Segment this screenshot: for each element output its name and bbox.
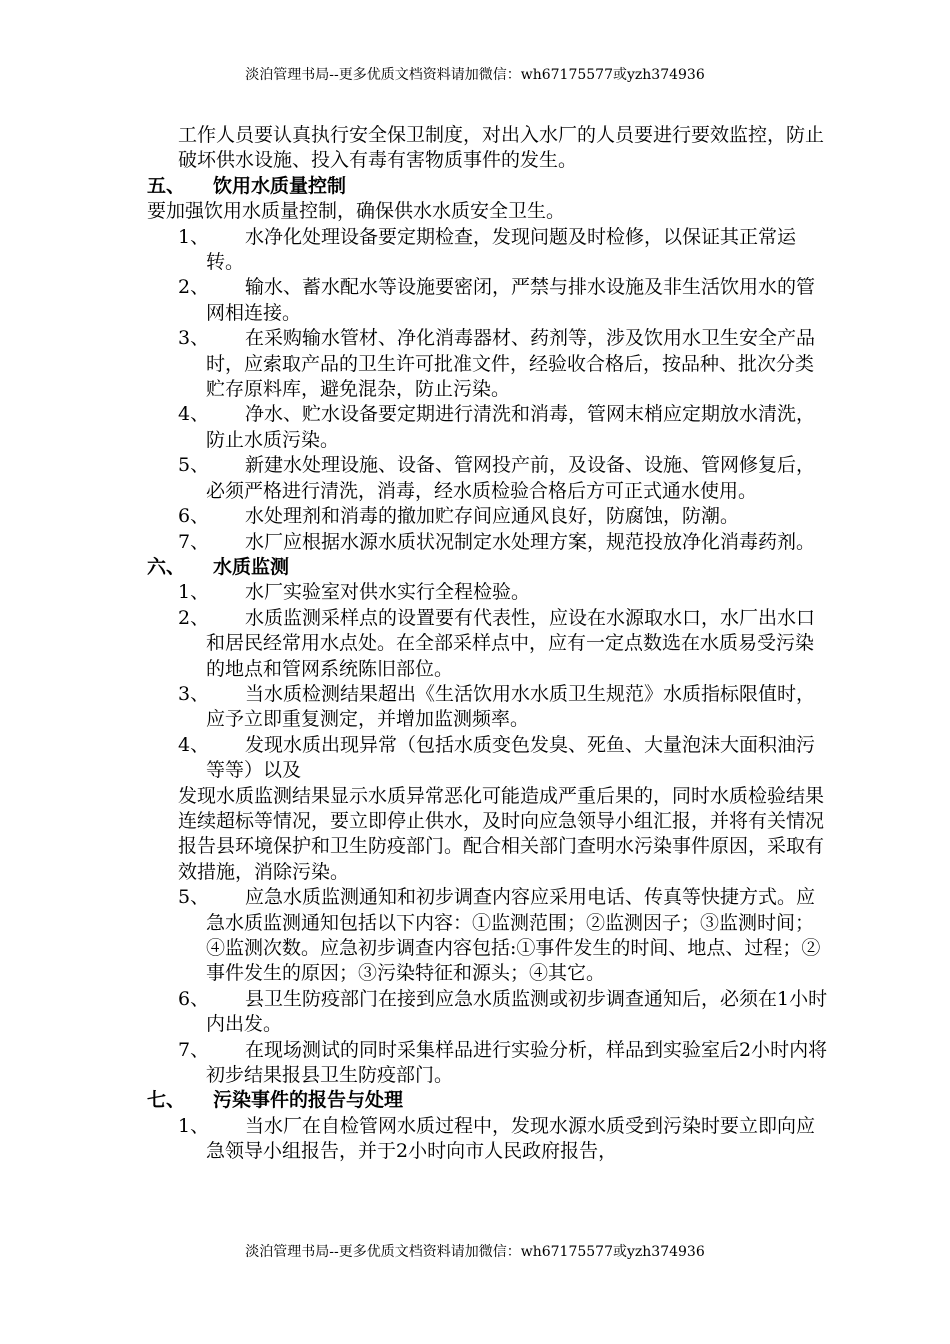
list-item-text: 水厂实验室对供水实行全程检验。 (245, 581, 531, 604)
list-item (0, 530, 950, 555)
list-item (0, 1038, 950, 1089)
document-body (0, 123, 950, 1165)
list-item-number: 1、 (178, 1114, 210, 1137)
list-item-text: 应急水质监测通知和初步调查内容应采用电话、传真等快捷方式。应急水质监测通知包括以下内容：①监测范围；②监测因子；③监测时间；④监测次数。应急初步调查内容包括:①事件发生的时间、地点、过程；②事件发生的原因；③污染特征和源头；④其它。 (206, 886, 821, 985)
section-6-heading (0, 555, 950, 580)
page-header: 淡泊管理书局--更多优质文档资料请加微信：wh67175577或yzh374936 (245, 67, 705, 83)
list-item-text: 当水质检测结果超出《生活饮用水水质卫生规范》水质指标限值时，应予立即重复测定，并增加监测频率。 (206, 682, 816, 731)
list-item-text: 在现场测试的同时采集样品进行实验分析，样品到实验室后2小时内将初步结果报县卫生防疫部门。 (206, 1038, 828, 1087)
list-item (0, 733, 950, 784)
section-7-number: 七、 (147, 1089, 186, 1112)
list-item-number: 2、 (178, 276, 210, 299)
list-item (0, 326, 950, 402)
section-5-heading (0, 174, 950, 199)
list-item (0, 682, 950, 733)
list-item (0, 987, 950, 1038)
list-item (0, 580, 950, 605)
section-5-lead: 要加强饮用水质量控制，确保供水水质安全卫生。 (147, 200, 566, 223)
list-item-number: 7、 (178, 1038, 210, 1061)
section-6-title: 水质监测 (213, 555, 290, 578)
list-item (0, 885, 950, 987)
section-5-number: 五、 (147, 174, 186, 197)
list-item-text: 净水、贮水设备要定期进行清洗和消毒，管网末梢应定期放水清洗，防止水质污染。 (206, 403, 816, 451)
list-item-text: 新建水处理设施、设备、管网投产前，及设备、设施、管网修复后，必须严格进行清洗，消毒，经水质检验合格后方可正式通水使用。 (206, 454, 816, 502)
list-item-text: 发现水质出现异常（包括水质变色发臭、死鱼、大量泡沫大面积油污等等）以及 (206, 733, 816, 782)
list-item-text: 水净化处理设备要定期检查，发现问题及时检修，以保证其正常运转。 (206, 225, 797, 274)
list-item-number: 5、 (178, 454, 210, 477)
list-item (0, 453, 950, 504)
page-footer: 淡泊管理书局--更多优质文档资料请加微信：wh67175577或yzh374936 (245, 1244, 705, 1260)
list-item-text: 水质监测采样点的设置要有代表性，应设在水源取水口，水厂出水口和居民经常用水点处。在全部采样点中，应有一定点数选在水质易受污染的地点和管网系统陈旧部位。 (206, 606, 816, 680)
list-item-number: 3、 (178, 327, 210, 350)
list-item-number: 4、 (178, 733, 210, 756)
section-7-title: 污染事件的报告与处理 (213, 1089, 404, 1112)
list-item-text: 县卫生防疫部门在接到应急水质监测或初步调查通知后，必须在1小时内出发。 (206, 987, 828, 1036)
section-6-number: 六、 (147, 555, 186, 578)
list-item (0, 225, 950, 276)
list-item (0, 402, 950, 453)
list-item-number: 3、 (178, 682, 210, 705)
list-item-text: 水处理剂和消毒的撤加贮存间应通风良好，防腐蚀，防潮。 (245, 505, 740, 528)
list-item (0, 275, 950, 326)
list-item-text: 输水、蓄水配水等设施要密闭，严禁与排水设施及非生活饮用水的管网相连接。 (206, 276, 816, 324)
list-item-number: 7、 (178, 530, 210, 553)
list-item (0, 504, 950, 529)
list-item-number: 1、 (178, 581, 210, 604)
list-item (0, 1114, 950, 1165)
list-item-number: 2、 (178, 606, 210, 629)
intro-paragraph: 工作人员要认真执行安全保卫制度，对出入水厂的人员要进行要效监控，防止破坏供水设施、投入有毒有害物质事件的发生。 (178, 124, 825, 172)
list-item-number: 4、 (178, 403, 210, 426)
list-item (0, 606, 950, 682)
list-item-text: 水厂应根据水源水质状况制定水处理方案，规范投放净化消毒药剂。 (245, 530, 816, 553)
section-7-heading (0, 1088, 950, 1113)
list-item-number: 6、 (178, 987, 210, 1010)
section-6-continuation: 发现水质监测结果显示水质异常恶化可能造成严重后果的，同时水质检验结果连续超标等情况，要立即停止供水，及时向应急领导小组汇报，并将有关情况报告县环境保护和卫生防疫部门。配合相关部门查明水污染事件原因，采取有效措施，消除污染。 (178, 784, 825, 883)
list-item-number: 1、 (178, 225, 210, 248)
list-item-number: 6、 (178, 505, 210, 528)
list-item-text: 在采购输水管材、净化消毒器材、药剂等，涉及饮用水卫生安全产品时，应索取产品的卫生许可批准文件，经验收合格后，按品种、批次分类贮存原料库，避免混杂，防止污染。 (206, 327, 816, 401)
list-item-number: 5、 (178, 886, 210, 909)
list-item-text: 当水厂在自检管网水质过程中，发现水源水质受到污染时要立即向应急领导小组报告，并于2小时向市人民政府报告， (206, 1114, 816, 1163)
section-5-title: 饮用水质量控制 (213, 174, 347, 197)
